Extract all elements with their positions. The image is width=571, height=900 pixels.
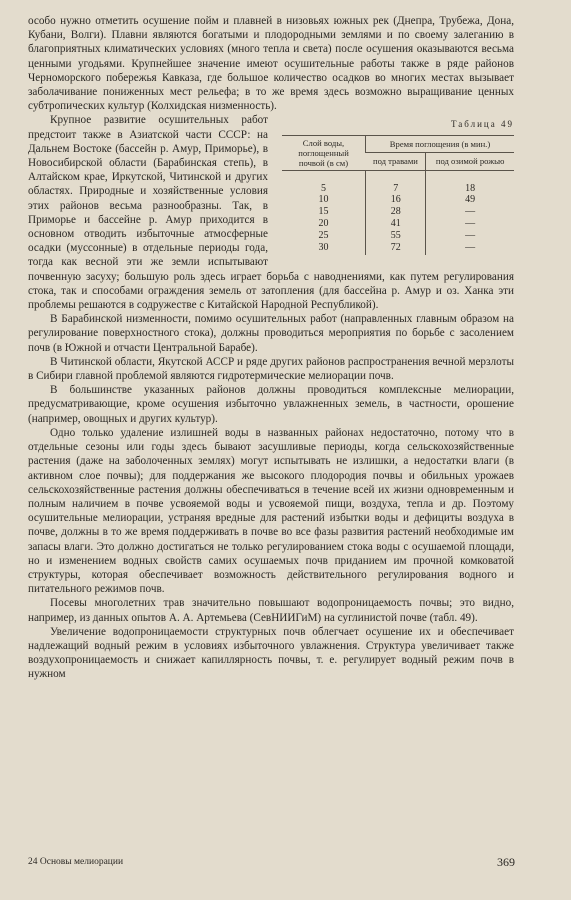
cell-rye: — bbox=[426, 242, 514, 256]
cell-grass: 72 bbox=[366, 242, 426, 256]
paragraph: Одно только удаление излишней воды в названных районах недостаточно, потому что в отдельные сезоны или годы здесь бывают засушливые периоды, когда сельскохозяйственные растения (даже на заболоченных землях) могут испытывать не излишки, а недостатки влаги (в активном слое почвы); для поддержания же высокого плодородия почвы и обильных урожаев сельскохозяйственные растения должны обеспечиваться в течение всей их жизни одновременным и полным наличием в почве усвояемой воды и усвояемой пищи, воздуха, тепла и др. Поэтому осушительные мелиорации, устраняя вредные для растений избытки воды и дефициты воздуха в почве, должны в то же время поддерживать в почве во все фазы развития растений необходимые им запасы влаги. Это должно достигаться не только регулированием стока воды с осушаемой площади, но и изменением водных свойств самих осушаемых почв приданием им прочной комковатой структуры, которая обеспечивает возможность действительного регулирования водного и питательного режимов почв. bbox=[28, 426, 514, 596]
cell-rye: 18 bbox=[426, 170, 514, 194]
page-number: 369 bbox=[497, 855, 515, 869]
cell-grass: 7 bbox=[366, 170, 426, 194]
column-header-time: Время поглощения (в мин.) bbox=[366, 135, 514, 153]
cell-layer: 15 bbox=[318, 206, 329, 218]
table-row bbox=[282, 170, 514, 194]
page-body bbox=[28, 14, 514, 682]
column-header-layer: Слой воды, поглощенный почвой (в см) bbox=[282, 135, 366, 170]
paragraph: В большинстве указанных районов должны проводиться комплексные мелиорации, предусматривающие, кроме осушения избыточно увлажненных земель, в частности, орошение (например, овощных и других культур). bbox=[28, 384, 514, 425]
table-row bbox=[282, 230, 514, 242]
cell-layer: 30 bbox=[318, 241, 329, 253]
table-row bbox=[282, 218, 514, 230]
column-header-grass: под травами bbox=[366, 153, 426, 171]
cell-rye: — bbox=[426, 230, 514, 242]
cell-grass: 28 bbox=[366, 206, 426, 218]
cell-rye: — bbox=[426, 218, 514, 230]
paragraph: В Читинской области, Якутской АССР и ряде других районов распространения вечной мерзлоты в Сибири главной проблемой являются гидротермические мелиорации почв. bbox=[28, 355, 514, 383]
column-header-rye: под озимой рожью bbox=[426, 153, 514, 171]
table-caption: Таблица 49 bbox=[451, 119, 514, 130]
signature-mark: 24 Основы мелиорации bbox=[28, 857, 124, 867]
cell-grass: 55 bbox=[366, 230, 426, 242]
paragraph: Посевы многолетних трав значительно повышают водопроницаемость почвы; это видно, например, из данных опытов А. А. Артемьева (СевНИИГиМ) на суглинистой почве (табл. 49). bbox=[28, 597, 514, 624]
cell-layer: 25 bbox=[318, 229, 329, 241]
cell-layer: 10 bbox=[318, 194, 329, 206]
cell-grass: 16 bbox=[366, 194, 426, 206]
cell-rye: — bbox=[426, 206, 514, 218]
table-row bbox=[282, 206, 514, 218]
paragraph: В Барабинской низменности, помимо осушительных работ (направленных главным образом на регулирование поверхностного стока), должны проводиться мероприятия по борьбе с засолением почв (в Южной и отчасти Центральной Барабе). bbox=[28, 313, 514, 354]
cell-grass: 41 bbox=[366, 218, 426, 230]
data-table bbox=[282, 135, 514, 256]
table-row bbox=[282, 194, 514, 206]
table-row bbox=[282, 242, 514, 256]
table-49-block bbox=[282, 113, 514, 255]
cell-rye: 49 bbox=[426, 194, 514, 206]
paragraph: особо нужно отметить осушение пойм и плавней в низовьях южных рек (Днепра, Трубежа, Дона, Кубани, Волги). Плавни являются богатыми и плодородными землями и по своему залеганию в благоприятных климатических условиях (много тепла и света) после осушения оказываются весьма ценными угодьями. Крупнейшее значение имеют осушительные работы также в ряде районов Черноморского побережья Кавказа, где большое количество осадков во многих местах вызывает заболачивание пониженных мест рельефа; в то же время здесь возможно выращивание ценных субтропических культур (Колхидская низменность). bbox=[28, 15, 514, 113]
paragraph: Крупное развитие осушительных работ предстоит также в Азиатской части СССР: на Дальнем Востоке (бассейн р. Амур, Приморье), в Новосибирской области (Барабинская степь), в Алтайском крае, Иркутской, Читинской и других областях. Природные и хозяйственные условия этих районов весьма разнообразны. Так, в Приморье и бассейне р. Амур приходится в основном отводить избыточные атмосферные осадки (муссонные) в отдельные периоды года, тогда как весной эти же земли испытывают почвенную засуху; большую роль здесь играет борьба с наводнениями, как путем регулирования стока, так и способами ограждения земель от затопления (для бассейна р. Амур и оз. Ханка эти проблемы решаются в содружестве с Китайской Народной Республикой). bbox=[28, 114, 514, 312]
cell-layer: 5 bbox=[321, 182, 326, 194]
cell-layer: 20 bbox=[318, 218, 329, 230]
paragraph: Увеличение водопроницаемости структурных почв облегчает осушение их и обеспечивает надлежащий водный режим в условиях избыточного увлажнения. Структура увеличивает также воздухопроницаемость и снижает капиллярность почвы, т. е. регулирует водный режим почв в нужном bbox=[28, 625, 514, 681]
